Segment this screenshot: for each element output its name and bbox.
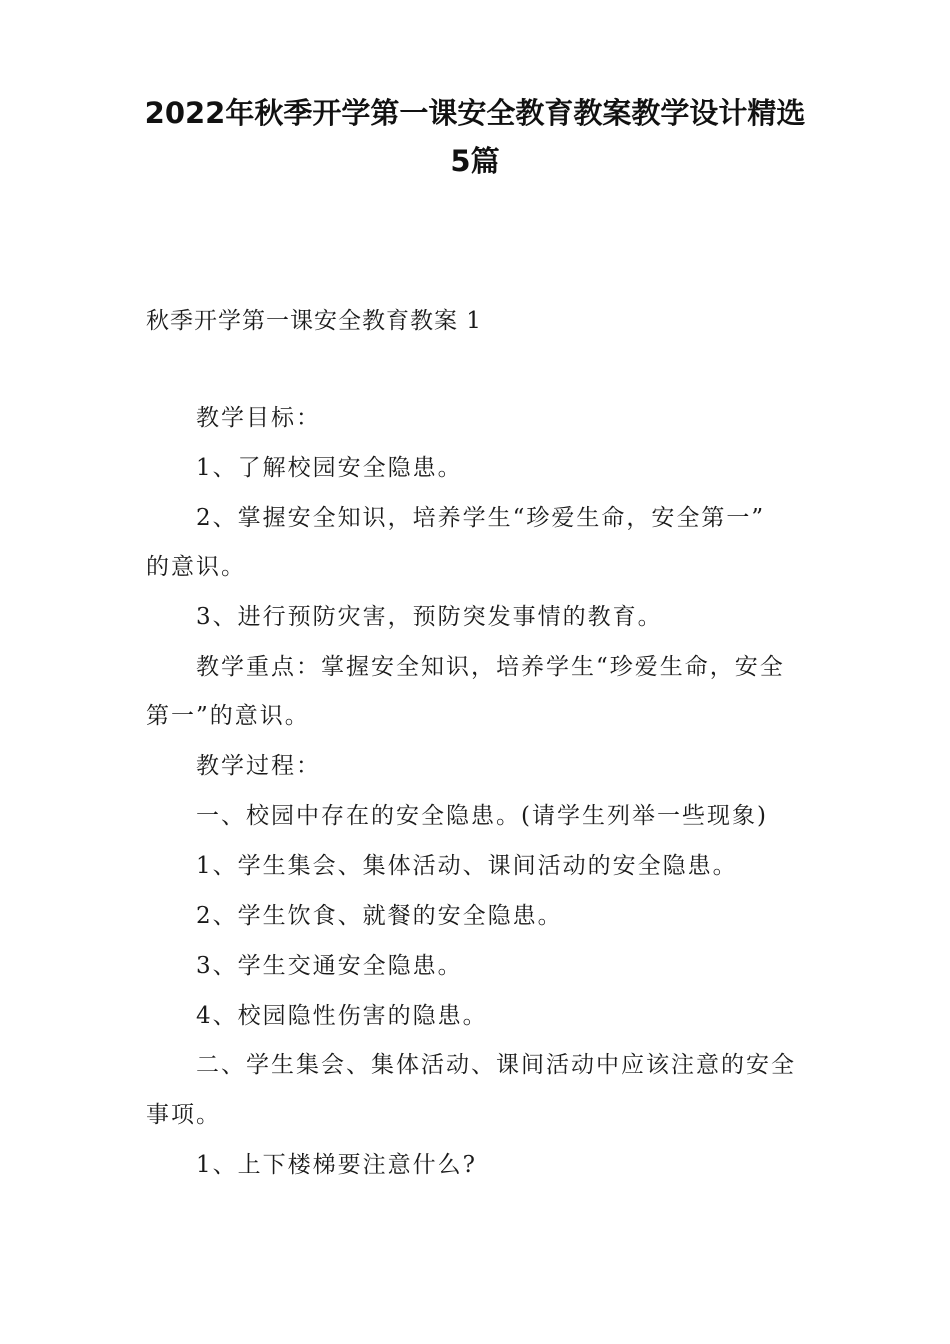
paragraph-stairs-question: 1、上下楼梯要注意什么?	[196, 1152, 477, 1178]
paragraph-goal-2: 2、掌握安全知识，培养学生“珍爱生命，安全第一”	[196, 505, 766, 531]
document-title-line-1: 2022年秋季开学第一课安全教育教案教学设计精选	[144, 96, 806, 130]
paragraph-process-label: 教学过程：	[196, 753, 321, 779]
paragraph-hazard-2: 2、学生饮食、就餐的安全隐患。	[196, 903, 563, 929]
paragraph-section-two: 二、学生集会、集体活动、课间活动中应该注意的安全	[196, 1052, 796, 1078]
paragraph-goal-3: 3、进行预防灾害，预防突发事情的教育。	[196, 604, 663, 630]
paragraph-hazard-1: 1、学生集会、集体活动、课间活动的安全隐患。	[196, 853, 738, 879]
paragraph-hazard-3: 3、学生交通安全隐患。	[196, 953, 463, 979]
paragraph-goal-2-continued: 的意识。	[146, 554, 246, 580]
paragraph-key-points-continued: 第一”的意识。	[146, 703, 310, 729]
paragraph-section-one: 一、校园中存在的安全隐患。(请学生列举一些现象)	[196, 803, 768, 829]
paragraph-hazard-4: 4、校园隐性伤害的隐患。	[196, 1003, 488, 1029]
paragraph-teaching-goals-label: 教学目标：	[196, 405, 321, 431]
document-title-line-2: 5篇	[450, 144, 500, 178]
paragraph-key-points: 教学重点：掌握安全知识，培养学生“珍爱生命，安全	[196, 654, 785, 680]
paragraph-section-two-continued: 事项。	[146, 1102, 221, 1128]
section-heading: 秋季开学第一课安全教育教案 1	[146, 308, 482, 334]
paragraph-goal-1: 1、了解校园安全隐患。	[196, 455, 463, 481]
